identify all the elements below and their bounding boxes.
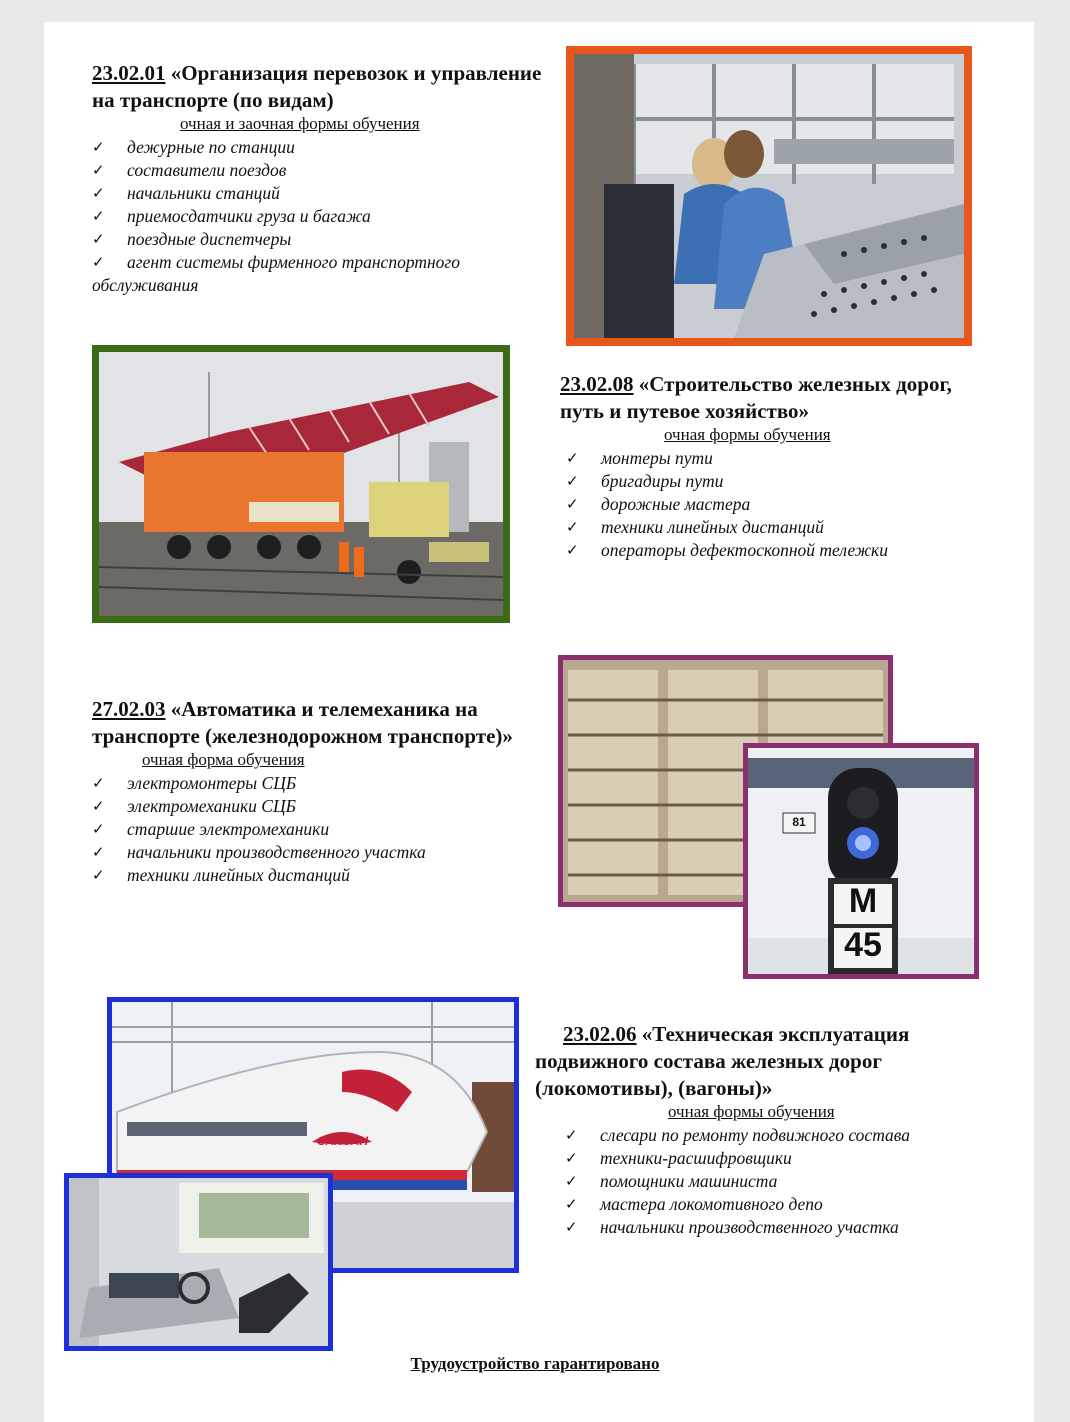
profession-list	[92, 136, 542, 297]
section-name: «Строительство железных дорог, путь и путевое хозяйство»	[560, 372, 952, 423]
employment-guarantee: Трудоустройство гарантировано	[410, 1354, 660, 1373]
photo-dispatch-control-room	[566, 46, 972, 346]
list-item: ✓ бригадиры пути	[566, 470, 970, 493]
section-transport-organization	[92, 60, 542, 297]
list-item-continuation: обслуживания	[92, 275, 199, 295]
photo-railway-signal	[743, 743, 979, 979]
section-name: «Техническая эксплуатация подвижного состава железных дорог (локомотивы), (вагоны)»	[535, 1022, 910, 1100]
list-item-text: агент системы фирменного транспортного	[127, 252, 460, 272]
photo-track-crane	[92, 345, 510, 623]
section-title	[92, 696, 522, 750]
signal-sign-letter: М	[848, 882, 878, 920]
section-title	[535, 1021, 975, 1102]
signal-sign-number: 45	[844, 926, 882, 964]
list-item: ✓ дорожные мастера	[566, 493, 970, 516]
section-name: «Автоматика и телемеханика на транспорте (железнодорожном транспорте)»	[92, 697, 513, 748]
section-title	[560, 371, 970, 425]
section-rolling-stock-operation	[535, 1021, 975, 1239]
profession-list	[566, 447, 970, 562]
list-item: ✓ техники линейных дистанций	[92, 864, 522, 887]
photo-locomotive-cab	[64, 1173, 333, 1351]
section-railway-construction	[560, 371, 970, 562]
study-form: очная и заочная формы обучения	[180, 114, 420, 133]
list-item: ✓ дежурные по станции	[92, 136, 542, 159]
list-item: ✓ техники линейных дистанций	[566, 516, 970, 539]
train-logo: САПСАН	[317, 1134, 369, 1148]
list-item	[92, 251, 542, 297]
section-title	[92, 60, 542, 114]
list-item: ✓ электромонтеры СЦБ	[92, 772, 522, 795]
list-item: ✓ поездные диспетчеры	[92, 228, 542, 251]
list-item: ✓ операторы дефектоскопной тележки	[566, 539, 970, 562]
list-item: ✓ приемосдатчики груза и багажа	[92, 205, 542, 228]
list-item: ✓ электромеханики СЦБ	[92, 795, 522, 818]
list-item: ✓ старшие электромеханики	[92, 818, 522, 841]
study-form: очная форма обучения	[142, 750, 305, 769]
list-item: ✓ начальники производственного участка	[92, 841, 522, 864]
section-code: 23.02.06	[563, 1022, 637, 1046]
list-item: ✓ начальники производственного участка	[565, 1216, 975, 1239]
list-item: ✓ составители поездов	[92, 159, 542, 182]
list-item: ✓ монтеры пути	[566, 447, 970, 470]
profession-list	[92, 772, 522, 887]
list-item: ✓ помощники машиниста	[565, 1170, 975, 1193]
study-form: очная формы обучения	[668, 1102, 835, 1121]
section-automation-telemechanics	[92, 696, 522, 887]
list-item: ✓ начальники станций	[92, 182, 542, 205]
study-form: очная формы обучения	[664, 425, 831, 444]
list-item: ✓ слесари по ремонту подвижного состава	[565, 1124, 975, 1147]
section-name: «Организация перевозок и управление на транспорте (по видам)	[92, 61, 542, 112]
section-code: 23.02.01	[92, 61, 166, 85]
list-item: ✓ мастера локомотивного депо	[565, 1193, 975, 1216]
section-code: 23.02.08	[560, 372, 634, 396]
signal-plate: 81	[792, 815, 806, 829]
list-item: ✓ техники-расшифровщики	[565, 1147, 975, 1170]
profession-list	[565, 1124, 975, 1239]
section-code: 27.02.03	[92, 697, 166, 721]
